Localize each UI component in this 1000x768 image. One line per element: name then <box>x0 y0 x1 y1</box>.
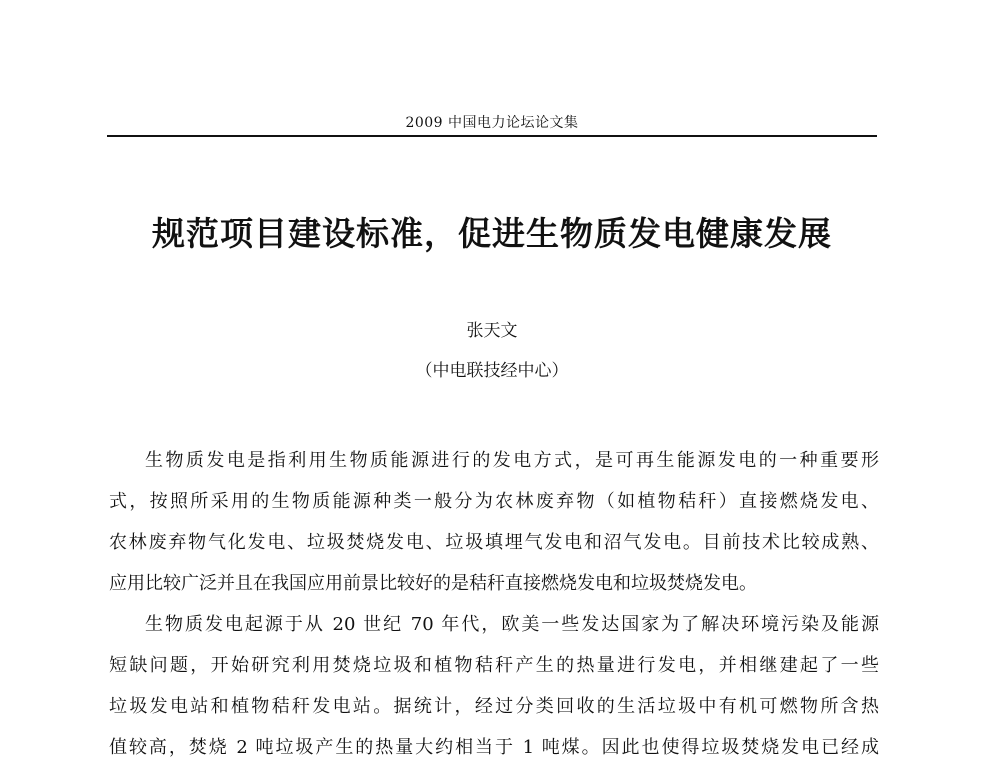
article-title: 规范项目建设标准，促进生物质发电健康发展 <box>152 214 832 253</box>
paragraph-2-line-3: 垃圾发电站和植物秸秆发电站。据统计，经过分类回收的生活垃圾中有机可燃物所含热 <box>109 696 879 717</box>
paragraph-1-line-3: 农林废弃物气化发电、垃圾焚烧发电、垃圾填埋气发电和沼气发电。目前技术比较成熟、 <box>109 532 879 553</box>
paragraph-1-line-1: 生物质发电是指利用生物质能源进行的发电方式，是可再生能源发电的一种重要形 <box>145 450 879 471</box>
running-header: 2009 中国电力论坛论文集 <box>405 115 579 131</box>
author-name: 张天文 <box>466 321 518 341</box>
paragraph-2-line-1: 生物质发电起源于从 20 世纪 70 年代，欧美一些发达国家为了解决环境污染及能源 <box>145 614 879 635</box>
header-rule <box>107 135 877 137</box>
paragraph-2-line-2: 短缺问题，开始研究利用焚烧垃圾和植物秸秆产生的热量进行发电，并相继建起了一些 <box>109 655 879 676</box>
body-text <box>109 440 879 768</box>
paragraph-2-line-4: 值较高，焚烧 2 吨垃圾产生的热量大约相当于 1 吨煤。因此也使得垃圾焚烧发电已经成 <box>109 737 879 758</box>
paragraph-1-line-4: 应用比较广泛并且在我国应用前景比较好的是秸秆直接燃烧发电和垃圾焚烧发电。 <box>109 573 757 594</box>
paragraph-1-line-2: 式，按照所采用的生物质能源种类一般分为农林废弃物（如植物秸秆）直接燃烧发电、 <box>109 491 879 512</box>
author-affiliation: （中电联技经中心） <box>415 361 569 381</box>
